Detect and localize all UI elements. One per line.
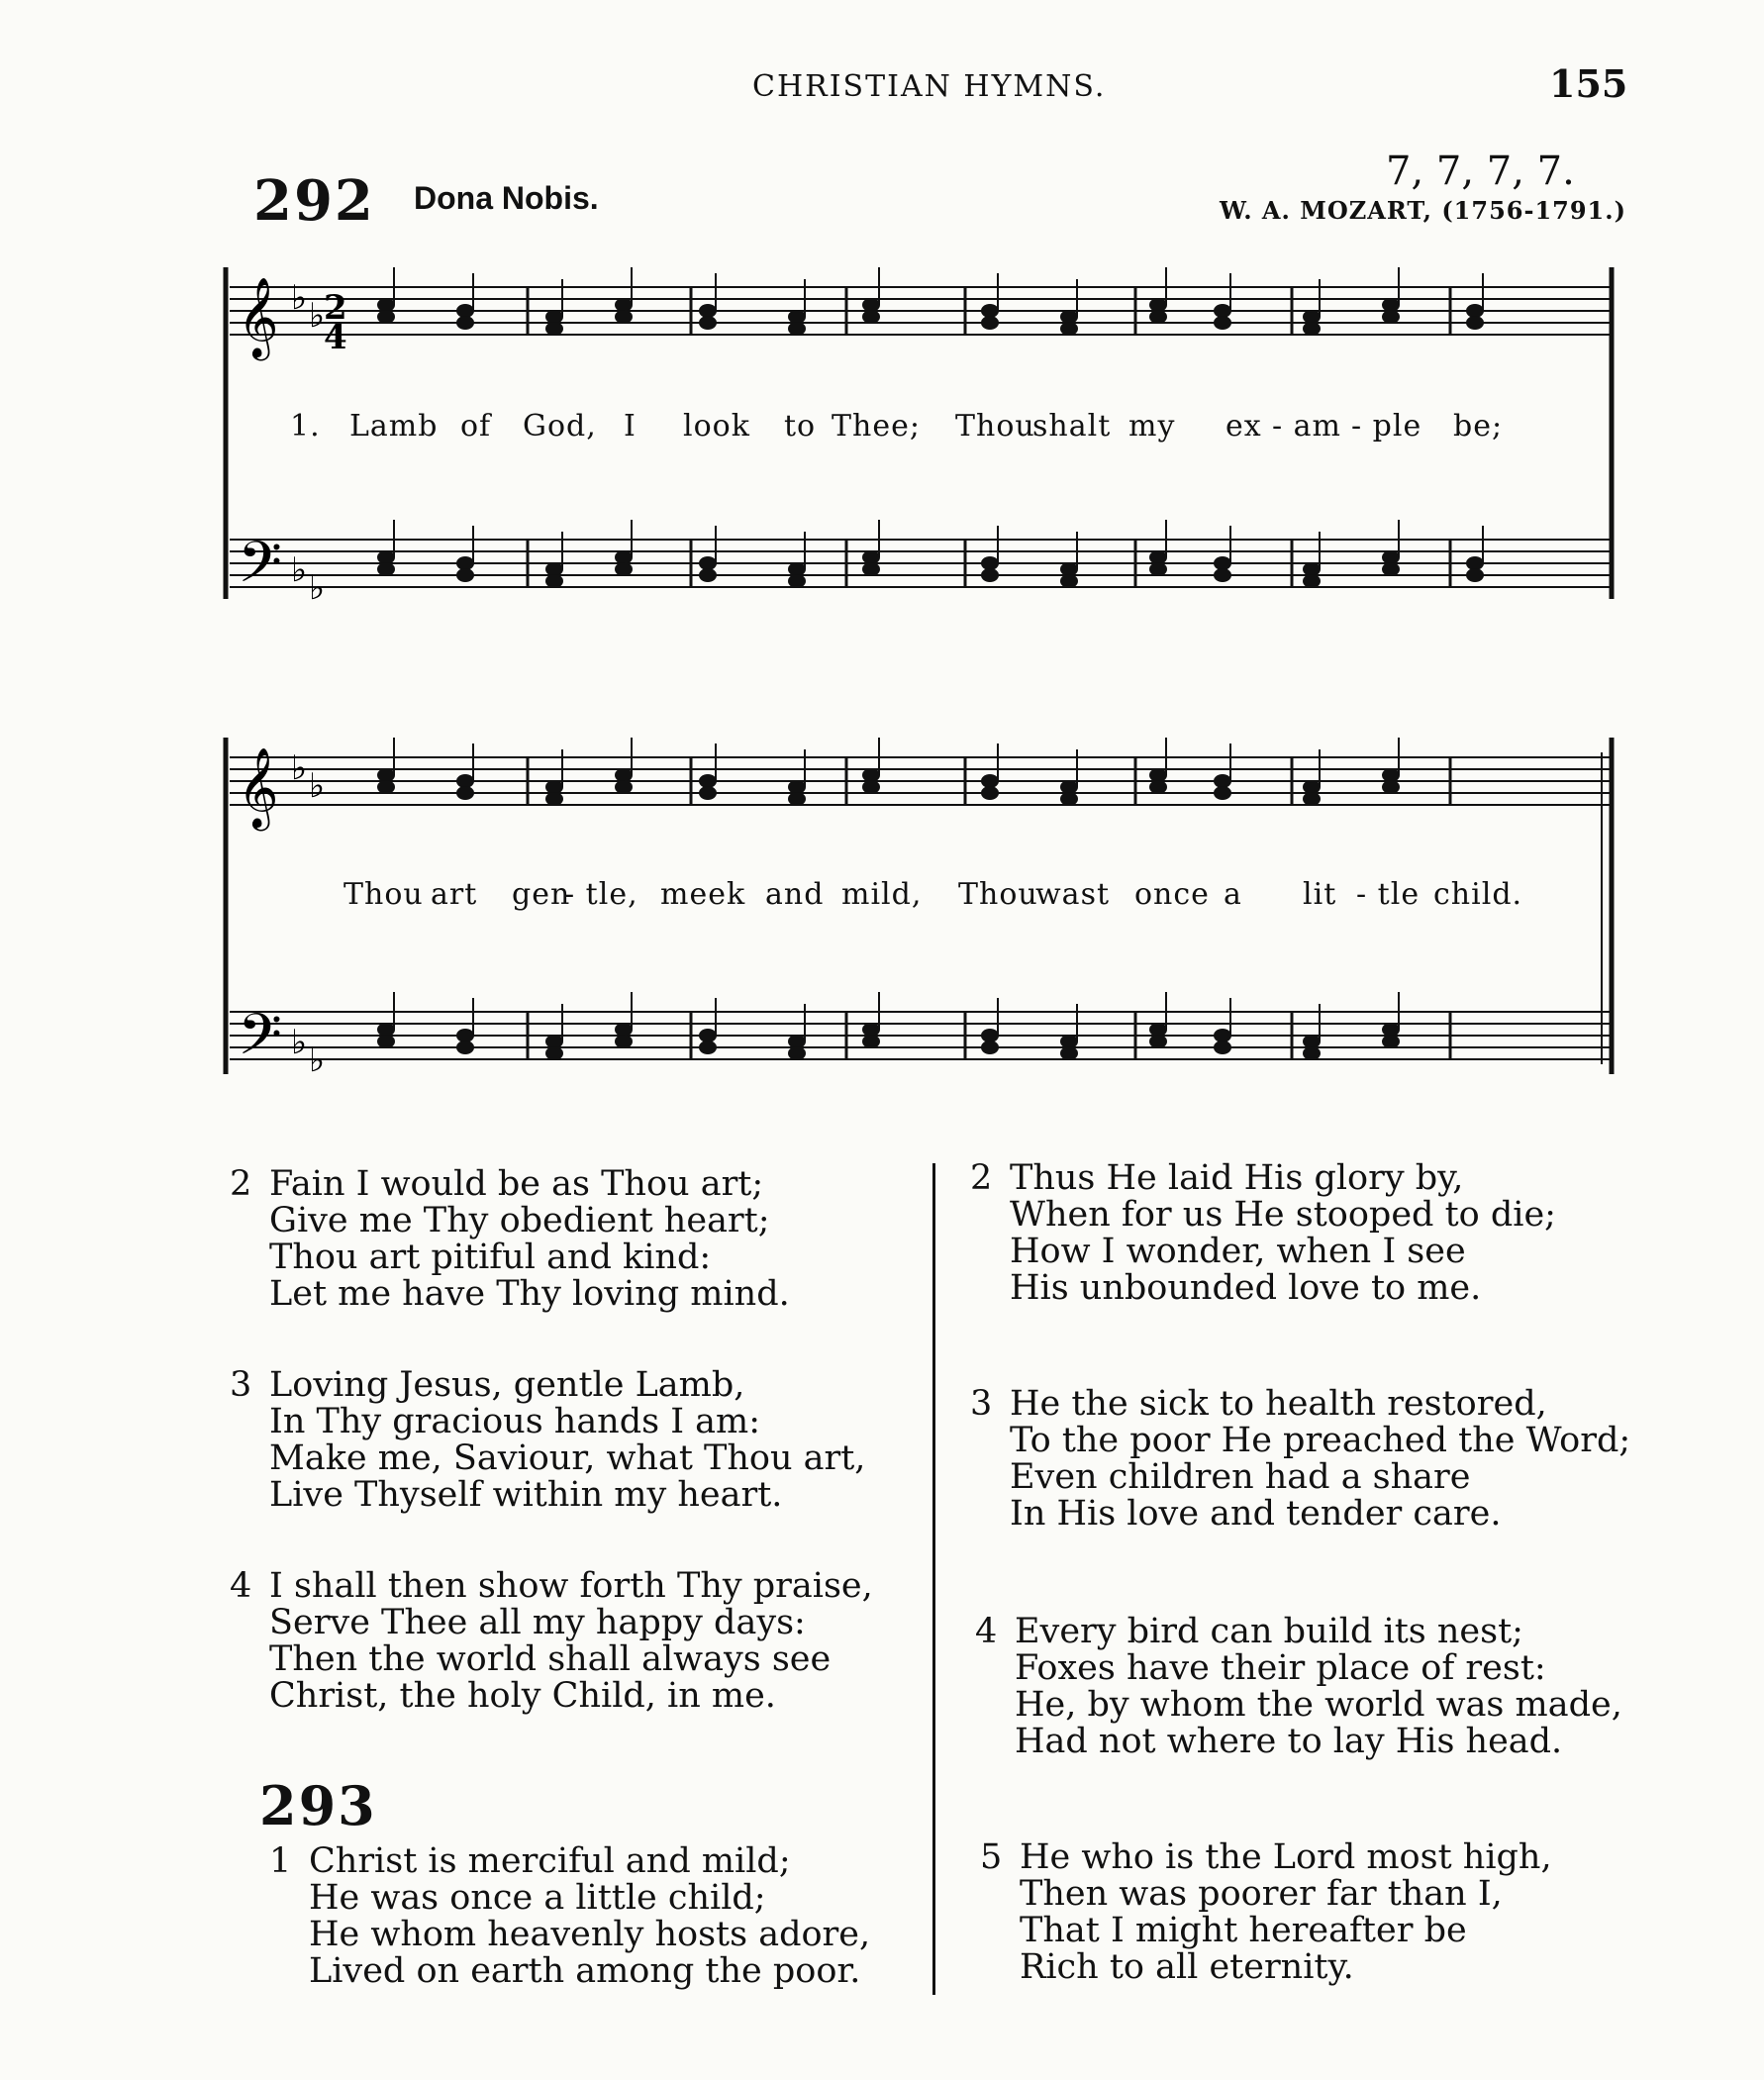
note-head bbox=[788, 310, 806, 324]
note-head bbox=[545, 574, 563, 588]
lyric-syllable: my bbox=[1128, 409, 1176, 444]
stanza-number: 3 bbox=[230, 1365, 252, 1405]
stanza-line: Thou art pitiful and kind: bbox=[269, 1238, 712, 1277]
note-head bbox=[788, 792, 806, 806]
note-head bbox=[545, 792, 563, 806]
stanza-line: Then was poorer far than I, bbox=[1020, 1874, 1503, 1914]
hymn-292-number: 292 bbox=[253, 168, 375, 234]
note-head bbox=[699, 568, 717, 582]
treble-notes-1 bbox=[377, 267, 1484, 336]
note-head bbox=[862, 780, 880, 794]
note-head bbox=[615, 1023, 633, 1037]
lyric-syllable: - tle bbox=[1356, 877, 1421, 912]
note-head bbox=[862, 310, 880, 324]
treble-notes-2 bbox=[377, 738, 1400, 806]
note-head bbox=[1149, 1023, 1167, 1037]
lyric-syllable: shalt bbox=[1032, 409, 1112, 444]
lyric-syllable: - am bbox=[1272, 409, 1342, 444]
lyric-syllable: gen bbox=[512, 877, 571, 912]
note-head bbox=[788, 780, 806, 794]
lyric-syllable: a bbox=[1224, 877, 1242, 912]
stanza-number: 4 bbox=[975, 1612, 998, 1651]
stanza-line: Fain I would be as Thou art; bbox=[269, 1164, 764, 1204]
meter: 7, 7, 7, 7. bbox=[1386, 149, 1575, 194]
note-head bbox=[1382, 298, 1400, 312]
note-head bbox=[377, 310, 395, 324]
note-head bbox=[1060, 562, 1078, 576]
note-head bbox=[788, 322, 806, 336]
lyric-syllable: child. bbox=[1433, 877, 1523, 912]
stanza-line: I shall then show forth Thy praise, bbox=[269, 1566, 873, 1606]
stanza-line: Rich to all eternity. bbox=[1020, 1947, 1354, 1987]
note-head bbox=[699, 1029, 717, 1042]
running-head: CHRISTIAN HYMNS. bbox=[752, 69, 1107, 104]
note-head bbox=[1060, 1046, 1078, 1060]
stanza-292-3 bbox=[230, 1367, 903, 1526]
note-head bbox=[615, 768, 633, 782]
note-head bbox=[1060, 574, 1078, 588]
stanza-line: He, by whom the world was made, bbox=[1015, 1685, 1622, 1725]
lyric-syllable: Thou bbox=[343, 877, 424, 912]
column-divider bbox=[932, 1163, 935, 1995]
lyric-syllable: Thou bbox=[955, 409, 1035, 444]
note-head bbox=[862, 562, 880, 576]
stanza-number: 2 bbox=[230, 1164, 252, 1204]
note-head bbox=[615, 1035, 633, 1048]
note-head bbox=[377, 562, 395, 576]
stanza-line: That I might hereafter be bbox=[1020, 1911, 1467, 1950]
note-head bbox=[1303, 562, 1321, 576]
bass-staff-1 bbox=[230, 529, 1612, 610]
time-signature: 2 bbox=[324, 288, 347, 328]
note-head bbox=[377, 550, 395, 564]
note-head bbox=[377, 298, 395, 312]
stanza-line: How I wonder, when I see bbox=[1010, 1232, 1466, 1271]
lyric-syllable: art bbox=[431, 877, 478, 912]
stanza-293-5 bbox=[980, 1839, 1653, 1998]
note-head bbox=[1149, 780, 1167, 794]
note-head bbox=[1303, 780, 1321, 794]
note-head bbox=[1060, 780, 1078, 794]
note-head bbox=[1382, 1035, 1400, 1048]
treble-clef-icon: 𝄞 bbox=[238, 746, 279, 828]
note-head bbox=[699, 786, 717, 800]
stanza-293-4 bbox=[975, 1614, 1648, 1772]
stanza-line: He whom heavenly hosts adore, bbox=[309, 1915, 871, 1954]
note-head bbox=[1466, 304, 1484, 318]
note-head bbox=[377, 1035, 395, 1048]
bass-clef-icon: 𝄢 bbox=[238, 529, 283, 610]
note-head bbox=[1382, 562, 1400, 576]
note-head bbox=[788, 1046, 806, 1060]
note-head bbox=[699, 556, 717, 570]
note-head bbox=[981, 786, 999, 800]
lyric-syllable: once bbox=[1134, 877, 1210, 912]
stanza-line: Loving Jesus, gentle Lamb, bbox=[269, 1365, 745, 1405]
stanza-line: When for us He stooped to die; bbox=[1010, 1195, 1556, 1235]
note-head bbox=[456, 316, 474, 330]
note-head bbox=[862, 1023, 880, 1037]
note-head bbox=[862, 550, 880, 564]
note-head bbox=[788, 1035, 806, 1048]
stanza-293-1 bbox=[269, 1843, 913, 2002]
treble-clef-icon: 𝄞 bbox=[238, 276, 279, 357]
note-head bbox=[615, 298, 633, 312]
lyric-syllable: to bbox=[784, 409, 817, 444]
note-head bbox=[1149, 768, 1167, 782]
note-head bbox=[545, 1035, 563, 1048]
stanza-line: Give me Thy obedient heart; bbox=[269, 1201, 770, 1240]
lyric-syllable: Thou bbox=[958, 877, 1038, 912]
lyric-syllable: Thee; bbox=[832, 409, 921, 444]
note-head bbox=[545, 322, 563, 336]
lyric-syllable: wast bbox=[1035, 877, 1111, 912]
bass-notes-2 bbox=[377, 992, 1400, 1060]
note-head bbox=[1149, 1035, 1167, 1048]
flat-icon: ♭ bbox=[309, 766, 326, 806]
flat-icon: ♭ bbox=[309, 296, 326, 336]
lyric-syllable: God, bbox=[523, 409, 597, 444]
note-head bbox=[1303, 322, 1321, 336]
note-head bbox=[1303, 1046, 1321, 1060]
lyric-syllable: and bbox=[765, 877, 825, 912]
stanza-number: 3 bbox=[970, 1384, 993, 1424]
note-head bbox=[1060, 322, 1078, 336]
lyric-syllable: Lamb bbox=[349, 409, 439, 444]
page-number: 155 bbox=[1549, 61, 1628, 106]
stanza-line: In His love and tender care. bbox=[1010, 1494, 1502, 1534]
stanza-line: He who is the Lord most high, bbox=[1020, 1837, 1552, 1877]
stanza-line: He was once a little child; bbox=[309, 1878, 766, 1918]
stanza-line: Foxes have their place of rest: bbox=[1015, 1648, 1546, 1688]
note-head bbox=[1214, 316, 1231, 330]
note-head bbox=[788, 574, 806, 588]
note-head bbox=[1303, 310, 1321, 324]
note-head bbox=[1466, 556, 1484, 570]
note-head bbox=[456, 1040, 474, 1054]
note-head bbox=[981, 556, 999, 570]
stanza-292-2 bbox=[230, 1166, 903, 1325]
stanza-line: Thus He laid His glory by, bbox=[1010, 1158, 1464, 1198]
note-head bbox=[1214, 774, 1231, 788]
note-head bbox=[1214, 556, 1231, 570]
bass-notes-1 bbox=[377, 520, 1484, 588]
note-head bbox=[862, 768, 880, 782]
note-head bbox=[981, 1029, 999, 1042]
stanza-number: 2 bbox=[970, 1158, 993, 1198]
note-head bbox=[1149, 550, 1167, 564]
lyric-syllable: ex bbox=[1225, 409, 1262, 444]
note-head bbox=[456, 568, 474, 582]
note-head bbox=[456, 774, 474, 788]
note-head bbox=[1060, 1035, 1078, 1048]
tune-name: Dona Nobis. bbox=[414, 180, 599, 216]
bass-clef-icon: 𝄢 bbox=[238, 1001, 283, 1082]
note-head bbox=[545, 562, 563, 576]
bass-staff-2 bbox=[230, 1001, 1612, 1082]
note-head bbox=[1214, 304, 1231, 318]
flat-icon: ♭ bbox=[291, 1023, 308, 1062]
note-head bbox=[545, 780, 563, 794]
note-head bbox=[699, 304, 717, 318]
stanza-line: Then the world shall always see bbox=[269, 1639, 832, 1679]
stanza-line: Make me, Saviour, what Thou art, bbox=[269, 1438, 866, 1478]
composer: W. A. MOZART, (1756-1791.) bbox=[1220, 196, 1626, 225]
stanza-line: He the sick to health restored, bbox=[1010, 1384, 1547, 1424]
note-head bbox=[615, 780, 633, 794]
time-signature: 4 bbox=[324, 318, 347, 357]
stanza-line: Christ is merciful and mild; bbox=[309, 1841, 791, 1881]
treble-staff-2 bbox=[230, 746, 1612, 831]
flat-icon: ♭ bbox=[291, 748, 308, 788]
flat-icon: ♭ bbox=[291, 278, 308, 318]
note-head bbox=[1060, 310, 1078, 324]
note-head bbox=[456, 786, 474, 800]
lyric-syllable: mild, bbox=[841, 877, 923, 912]
note-head bbox=[981, 568, 999, 582]
note-head bbox=[699, 774, 717, 788]
note-head bbox=[981, 1040, 999, 1054]
stanza-line: His unbounded love to me. bbox=[1010, 1268, 1482, 1308]
note-head bbox=[1060, 792, 1078, 806]
stanza-number: 1 bbox=[269, 1841, 292, 1881]
note-head bbox=[981, 774, 999, 788]
stanza-line: Christ, the holy Child, in me. bbox=[269, 1676, 776, 1716]
note-head bbox=[1382, 780, 1400, 794]
note-head bbox=[377, 768, 395, 782]
stanza-number: 5 bbox=[980, 1837, 1003, 1877]
note-head bbox=[1214, 1040, 1231, 1054]
note-head bbox=[1382, 550, 1400, 564]
note-head bbox=[1303, 792, 1321, 806]
note-head bbox=[981, 316, 999, 330]
note-head bbox=[1382, 1023, 1400, 1037]
note-head bbox=[1382, 310, 1400, 324]
note-head bbox=[377, 780, 395, 794]
note-head bbox=[1149, 562, 1167, 576]
note-head bbox=[1303, 1035, 1321, 1048]
lyric-syllable: - tle, bbox=[564, 877, 638, 912]
note-head bbox=[1303, 574, 1321, 588]
note-head bbox=[981, 304, 999, 318]
note-head bbox=[1214, 1029, 1231, 1042]
note-head bbox=[862, 298, 880, 312]
note-head bbox=[699, 316, 717, 330]
note-head bbox=[377, 1023, 395, 1037]
note-head bbox=[1382, 768, 1400, 782]
stanza-line: To the poor He preached the Word; bbox=[1010, 1421, 1631, 1460]
lyric-syllable: of bbox=[460, 409, 492, 444]
treble-staff-1 bbox=[230, 276, 1612, 360]
note-head bbox=[1466, 316, 1484, 330]
lyric-syllable: look bbox=[683, 409, 750, 444]
flat-icon: ♭ bbox=[291, 550, 308, 590]
note-head bbox=[1149, 298, 1167, 312]
stanza-line: Every bird can build its nest; bbox=[1015, 1612, 1523, 1651]
note-head bbox=[456, 556, 474, 570]
lyric-syllable: meek bbox=[660, 877, 746, 912]
note-head bbox=[1214, 786, 1231, 800]
lyric-syllable: - ple bbox=[1351, 409, 1422, 444]
stanza-line: Even children had a share bbox=[1010, 1457, 1471, 1497]
note-head bbox=[1214, 568, 1231, 582]
hymn-293-number: 293 bbox=[259, 1774, 377, 1837]
stanza-293-3 bbox=[970, 1386, 1643, 1544]
lyric-syllable: lit bbox=[1303, 877, 1337, 912]
note-head bbox=[699, 1040, 717, 1054]
note-head bbox=[1466, 568, 1484, 582]
stanza-292-4 bbox=[230, 1568, 903, 1727]
stanza-line: In Thy gracious hands I am: bbox=[269, 1402, 761, 1441]
stanza-line: Live Thyself within my heart. bbox=[269, 1475, 783, 1515]
stanza-line: Serve Thee all my happy days: bbox=[269, 1603, 806, 1642]
flat-icon: ♭ bbox=[309, 1040, 326, 1080]
note-head bbox=[788, 562, 806, 576]
lyric-syllable: I bbox=[624, 409, 637, 444]
stanza-number: 4 bbox=[230, 1566, 252, 1606]
lyric-syllable: be; bbox=[1453, 409, 1504, 444]
stanza-line: Lived on earth among the poor. bbox=[309, 1951, 861, 1991]
note-head bbox=[545, 310, 563, 324]
lyric-syllable: 1. bbox=[290, 409, 321, 444]
note-head bbox=[862, 1035, 880, 1048]
note-head bbox=[545, 1046, 563, 1060]
stanza-line: Had not where to lay His head. bbox=[1015, 1722, 1563, 1761]
note-head bbox=[1149, 310, 1167, 324]
stanza-line: Let me have Thy loving mind. bbox=[269, 1274, 790, 1314]
stanza-293-2 bbox=[970, 1160, 1643, 1319]
note-head bbox=[615, 310, 633, 324]
note-head bbox=[456, 304, 474, 318]
flat-icon: ♭ bbox=[309, 568, 326, 608]
note-head bbox=[456, 1029, 474, 1042]
note-head bbox=[615, 550, 633, 564]
note-head bbox=[615, 562, 633, 576]
